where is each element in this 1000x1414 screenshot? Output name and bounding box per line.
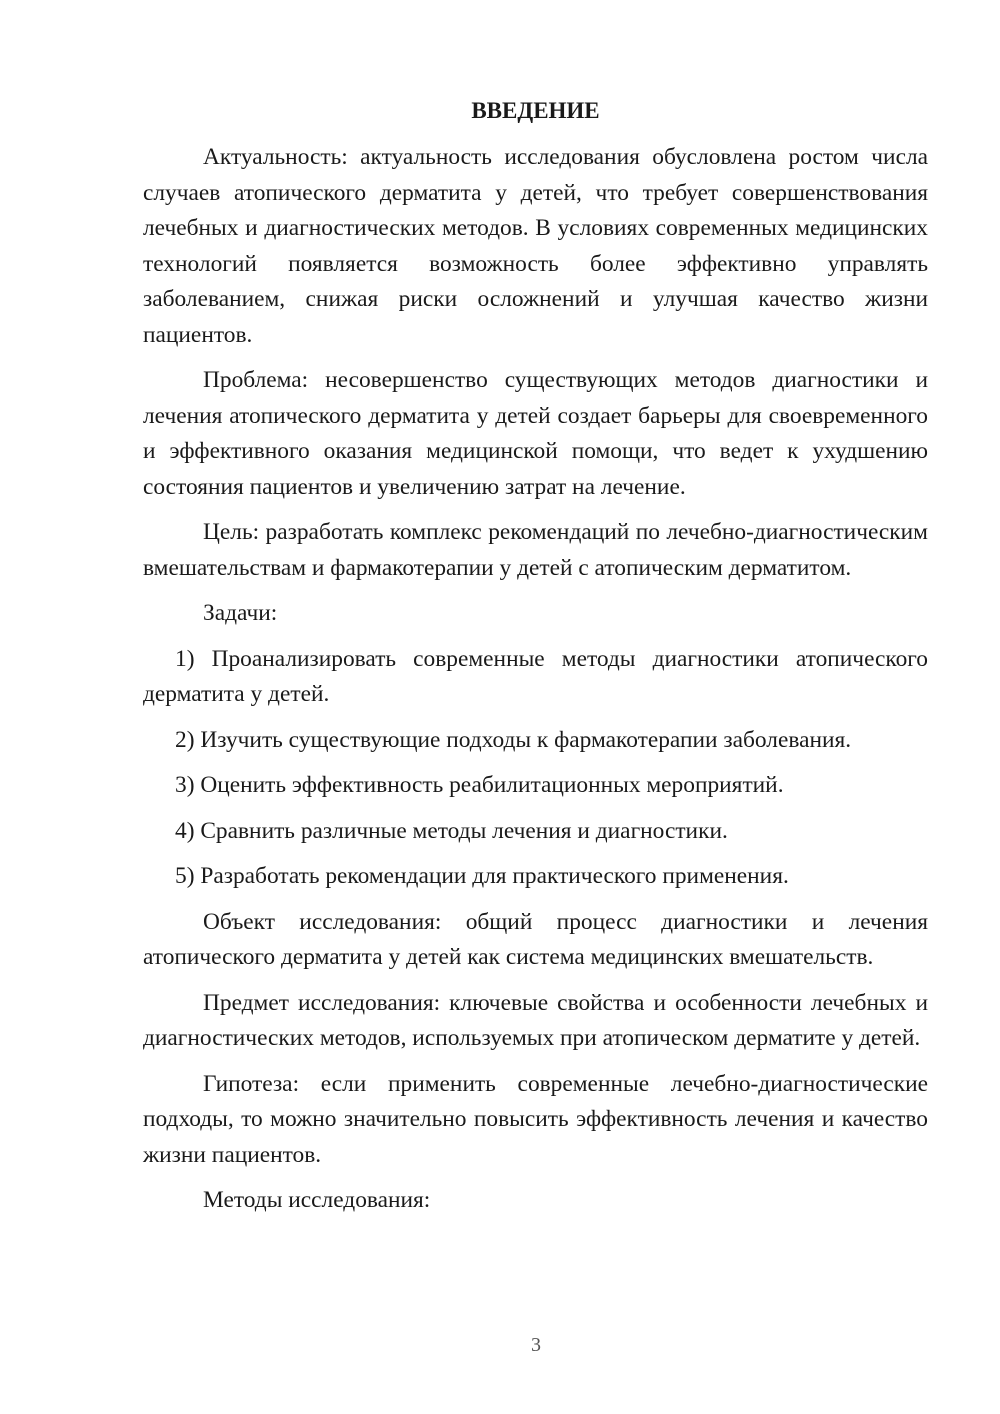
task-item-2: 2) Изучить существующие подходы к фармакотерапии заболевания. bbox=[175, 726, 852, 753]
page-number: 3 bbox=[531, 1334, 541, 1356]
paragraph-object: Объект исследования: общий процесс диагностики и лечения атопического дерматита у детей как система медицинских вмешательств. bbox=[143, 908, 928, 970]
document-body bbox=[143, 94, 928, 1229]
tasks-list bbox=[143, 642, 928, 895]
task-item-1: 1) Проанализировать современные методы диагностики атопического дерматита у детей. bbox=[143, 645, 928, 707]
paragraph-problem: Проблема: несовершенство существующих методов диагностики и лечения атопического дерматита у детей создает барьеры для своевременного и эффективного оказания медицинской помощи, что ведет к ухудшению состояния пациентов и увеличению затрат на лечение. bbox=[143, 367, 928, 500]
paragraph-relevance: Актуальность: актуальность исследования обусловлена ростом числа случаев атопического дерматита у детей, что требует совершенствования лечебных и диагностических методов. В условиях современных медицинских технологий появляется возможность более эффективно управлять заболеванием, снижая риски осложнений и улучшая качество жизни пациентов. bbox=[143, 144, 928, 348]
paragraph-goal: Цель: разработать комплекс рекомендаций по лечебно-диагностическим вмешательствам и фармакотерапии у детей с атопическим дерматитом. bbox=[143, 519, 928, 581]
section-heading: ВВЕДЕНИЕ bbox=[471, 98, 600, 123]
paragraph-hypothesis: Гипотеза: если применить современные лечебно-диагностические подходы, то можно значительно повысить эффективность лечения и качество жизни пациентов. bbox=[143, 1070, 928, 1168]
tasks-label: Задачи: bbox=[203, 600, 278, 626]
task-item-4: 4) Сравнить различные методы лечения и диагностики. bbox=[175, 817, 728, 844]
methods-label: Методы исследования: bbox=[203, 1187, 431, 1213]
task-item-3: 3) Оценить эффективность реабилитационных мероприятий. bbox=[175, 772, 784, 798]
task-item-5: 5) Разработать рекомендации для практического применения. bbox=[175, 863, 789, 889]
paragraph-subject: Предмет исследования: ключевые свойства и особенности лечебных и диагностических методов, используемых при атопическом дерматите у детей. bbox=[143, 989, 928, 1051]
